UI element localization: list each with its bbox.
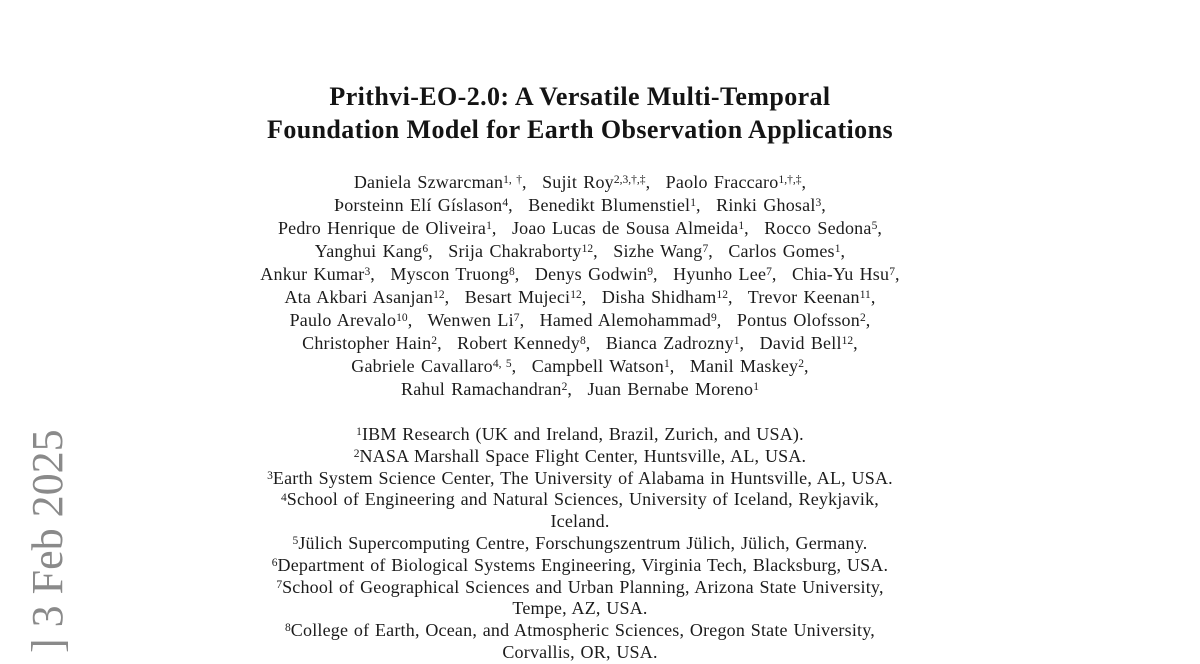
author-affiliation-superscript: 7 xyxy=(766,266,772,279)
author-affiliation-superscript: 12 xyxy=(570,289,582,302)
affiliation-line xyxy=(120,489,1040,511)
author-affiliation-superscript: 10 xyxy=(396,312,408,325)
author-name: David Bell xyxy=(759,333,842,353)
author-separator: , xyxy=(840,241,846,261)
author-affiliation-superscript: 12 xyxy=(433,289,445,302)
author-affiliation-superscript: 7 xyxy=(702,243,709,256)
author-affiliation-superscript: 12 xyxy=(581,243,594,256)
author-name: Manil Maskey xyxy=(689,356,799,376)
author-affiliation-superscript: 1, † xyxy=(503,174,522,187)
author-separator: , xyxy=(865,310,871,330)
author-separator: , xyxy=(645,172,666,192)
affiliation-line xyxy=(120,533,1040,555)
author-line xyxy=(120,286,1040,309)
affiliation-line xyxy=(120,577,1040,599)
author-name: Gabriele Cavallaro xyxy=(351,356,493,376)
author-line xyxy=(120,240,1040,263)
author-name: Disha Shidham xyxy=(601,287,717,307)
author-separator: , xyxy=(728,287,748,307)
author-affiliation-superscript: 3 xyxy=(815,197,822,210)
author-line xyxy=(120,263,1040,286)
author-separator: , xyxy=(669,356,690,376)
author-name: Pedro Henrique de Oliveira xyxy=(277,218,487,238)
author-affiliation-superscript: 9 xyxy=(647,266,654,279)
affiliation-line xyxy=(120,620,1040,642)
author-separator: , xyxy=(739,333,760,353)
author-name: Ankur Kumar xyxy=(260,264,365,284)
author-separator: , xyxy=(428,241,449,261)
affiliation-line xyxy=(120,598,1040,620)
author-separator: , xyxy=(870,287,876,307)
author-separator: , xyxy=(877,218,883,238)
author-separator: , xyxy=(803,356,809,376)
author-separator: , xyxy=(519,310,540,330)
affiliation-number-superscript: 5 xyxy=(292,535,299,548)
author-separator: , xyxy=(444,287,465,307)
author-separator: , xyxy=(716,310,737,330)
affiliation-text: College of Earth, Ocean, and Atmospheric Sciences, Oregon State University, xyxy=(290,620,875,641)
author-line xyxy=(120,355,1040,378)
author-line xyxy=(120,171,1040,194)
author-name: Campbell Watson xyxy=(531,356,664,376)
paper-title-line-1: Prithvi-EO-2.0: A Versatile Multi-Temporal xyxy=(329,82,831,111)
affiliation-text: Iceland. xyxy=(550,511,610,532)
arxiv-date-stamp: ] 3 Feb 2025 xyxy=(23,429,72,653)
author-affiliation-superscript: 9 xyxy=(711,312,717,325)
author-line xyxy=(120,194,1040,217)
author-name: Joao Lucas de Sousa Almeida xyxy=(511,218,739,238)
author-name: Hyunho Lee xyxy=(673,264,767,284)
author-name: Daniela Szwarcman xyxy=(353,172,504,192)
author-name: Pontus Olofsson xyxy=(736,310,860,330)
author-name: Benedikt Blumenstiel xyxy=(528,195,691,215)
author-line xyxy=(120,309,1040,332)
author-name: Trevor Keenan xyxy=(747,287,860,307)
author-name: Ata Akbari Asanjan xyxy=(284,287,434,307)
author-affiliation-superscript: 1 xyxy=(834,243,841,256)
author-name: Carlos Gomes xyxy=(728,241,835,261)
author-affiliation-superscript: 11 xyxy=(859,289,871,302)
author-affiliation-superscript: 6 xyxy=(422,243,429,256)
author-separator: , xyxy=(514,264,535,284)
author-affiliation-superscript: 4, 5 xyxy=(492,358,512,371)
author-separator: , xyxy=(407,310,428,330)
author-affiliation-superscript: 2 xyxy=(798,358,804,371)
author-separator: , xyxy=(521,172,543,192)
author-line xyxy=(120,378,1040,401)
author-separator: , xyxy=(771,264,793,284)
author-affiliation-superscript: 12 xyxy=(716,289,729,302)
author-affiliation-superscript: 1 xyxy=(663,358,670,371)
paper-title-line-2: Foundation Model for Earth Observation Applications xyxy=(267,115,893,144)
author-affiliation-superscript: 7 xyxy=(889,266,895,279)
author-separator: , xyxy=(853,333,858,353)
author-affiliation-superscript: 3 xyxy=(364,266,371,279)
author-affiliation-superscript: 1 xyxy=(738,220,745,233)
author-name: Hamed Alemohammad xyxy=(539,310,712,330)
author-affiliation-superscript: 5 xyxy=(871,220,878,233)
author-separator: , xyxy=(581,287,602,307)
author-separator: , xyxy=(370,264,391,284)
author-name: Sujit Roy xyxy=(542,172,614,192)
author-name: Myscon Truong xyxy=(390,264,509,284)
affiliation-number-superscript: 4 xyxy=(280,491,287,504)
affiliation-text: School of Geographical Sciences and Urban Planning, Arizona State University, xyxy=(282,576,884,597)
author-affiliation-superscript: 12 xyxy=(841,335,854,348)
affiliation-line xyxy=(120,468,1040,490)
author-name: Þorsteinn Elí Gíslason xyxy=(333,195,503,215)
affiliation-number-superscript: 1 xyxy=(356,426,362,439)
affiliation-line xyxy=(120,511,1040,533)
affiliation-line xyxy=(120,642,1040,664)
author-affiliation-superscript: 7 xyxy=(513,312,520,325)
affiliation-text: School of Engineering and Natural Sciences, University of Iceland, Reykjavik, xyxy=(286,489,879,510)
author-separator: , xyxy=(437,333,458,353)
author-separator: , xyxy=(894,264,900,284)
author-name: Rinki Ghosal xyxy=(716,195,816,215)
paper-title xyxy=(120,80,1040,146)
affiliation-number-superscript: 7 xyxy=(276,578,283,591)
affiliation-text: Department of Biological Systems Engineering, Virginia Tech, Blacksburg, USA. xyxy=(277,554,889,575)
author-affiliation-superscript: 2 xyxy=(859,312,866,325)
affiliation-text: Tempe, AZ, USA. xyxy=(512,598,648,619)
author-affiliation-superscript: 1 xyxy=(486,220,492,233)
author-name: Bianca Zadrozny xyxy=(605,333,734,353)
author-line xyxy=(120,332,1040,355)
author-affiliation-superscript: 8 xyxy=(509,266,515,279)
author-separator: , xyxy=(593,241,614,261)
author-separator: , xyxy=(511,356,532,376)
author-affiliation-superscript: 1 xyxy=(753,381,759,394)
author-name: Christopher Hain xyxy=(302,333,432,353)
affiliation-text: Corvallis, OR, USA. xyxy=(502,641,658,662)
author-name: Srija Chakraborty xyxy=(448,241,582,261)
author-name: Wenwen Li xyxy=(427,310,514,330)
author-separator: , xyxy=(696,195,717,215)
author-separator: , xyxy=(585,333,606,353)
author-name: Paulo Arevalo xyxy=(289,310,397,330)
affiliation-number-superscript: 8 xyxy=(285,622,291,635)
author-separator: , xyxy=(508,195,529,215)
affiliation-line xyxy=(120,424,1040,446)
author-separator: , xyxy=(567,379,588,399)
author-name: Rahul Ramachandran xyxy=(401,379,562,399)
author-separator: , xyxy=(491,218,512,238)
author-affiliation-superscript: 1 xyxy=(690,197,697,210)
affiliation-text: Jülich Supercomputing Centre, Forschungszentrum Jülich, Jülich, Germany. xyxy=(298,532,868,553)
author-separator: , xyxy=(744,218,765,238)
affiliation-number-superscript: 6 xyxy=(271,556,278,569)
author-separator: , xyxy=(821,195,826,215)
author-name: Besart Mujeci xyxy=(464,287,571,307)
affiliation-number-superscript: 2 xyxy=(353,447,360,460)
author-name: Robert Kennedy xyxy=(457,333,580,353)
author-name: Sizhe Wang xyxy=(613,241,703,261)
author-name: Denys Godwin xyxy=(534,264,648,284)
affiliation-line xyxy=(120,446,1040,468)
author-affiliation-superscript: 2 xyxy=(431,335,438,348)
author-name: Paolo Fraccaro xyxy=(665,172,779,192)
author-affiliation-superscript: 1 xyxy=(733,335,740,348)
author-separator: , xyxy=(708,241,729,261)
author-block xyxy=(120,171,1040,401)
author-line xyxy=(120,217,1040,240)
affiliation-block xyxy=(120,424,1040,664)
affiliation-number-superscript: 3 xyxy=(267,469,273,482)
affiliation-text: NASA Marshall Space Flight Center, Huntsville, AL, USA. xyxy=(359,445,807,466)
author-name: Juan Bernabe Moreno xyxy=(587,379,754,399)
author-separator: , xyxy=(801,172,807,192)
affiliation-text: IBM Research (UK and Ireland, Brazil, Zurich, and USA). xyxy=(361,424,804,444)
author-name: Rocco Sedona xyxy=(764,218,872,238)
author-affiliation-superscript: 1,†,‡ xyxy=(778,174,802,187)
author-separator: , xyxy=(653,264,674,284)
author-affiliation-superscript: 2 xyxy=(561,381,568,394)
author-affiliation-superscript: 8 xyxy=(579,335,586,348)
author-name: Chia-Yu Hsu xyxy=(792,264,890,284)
affiliation-line xyxy=(120,555,1040,577)
affiliation-text: Earth System Science Center, The University of Alabama in Huntsville, AL, USA. xyxy=(272,467,893,488)
author-affiliation-superscript: 2,3,†,‡ xyxy=(613,174,646,187)
author-name: Yanghui Kang xyxy=(314,241,423,261)
author-affiliation-superscript: 4 xyxy=(502,197,509,210)
